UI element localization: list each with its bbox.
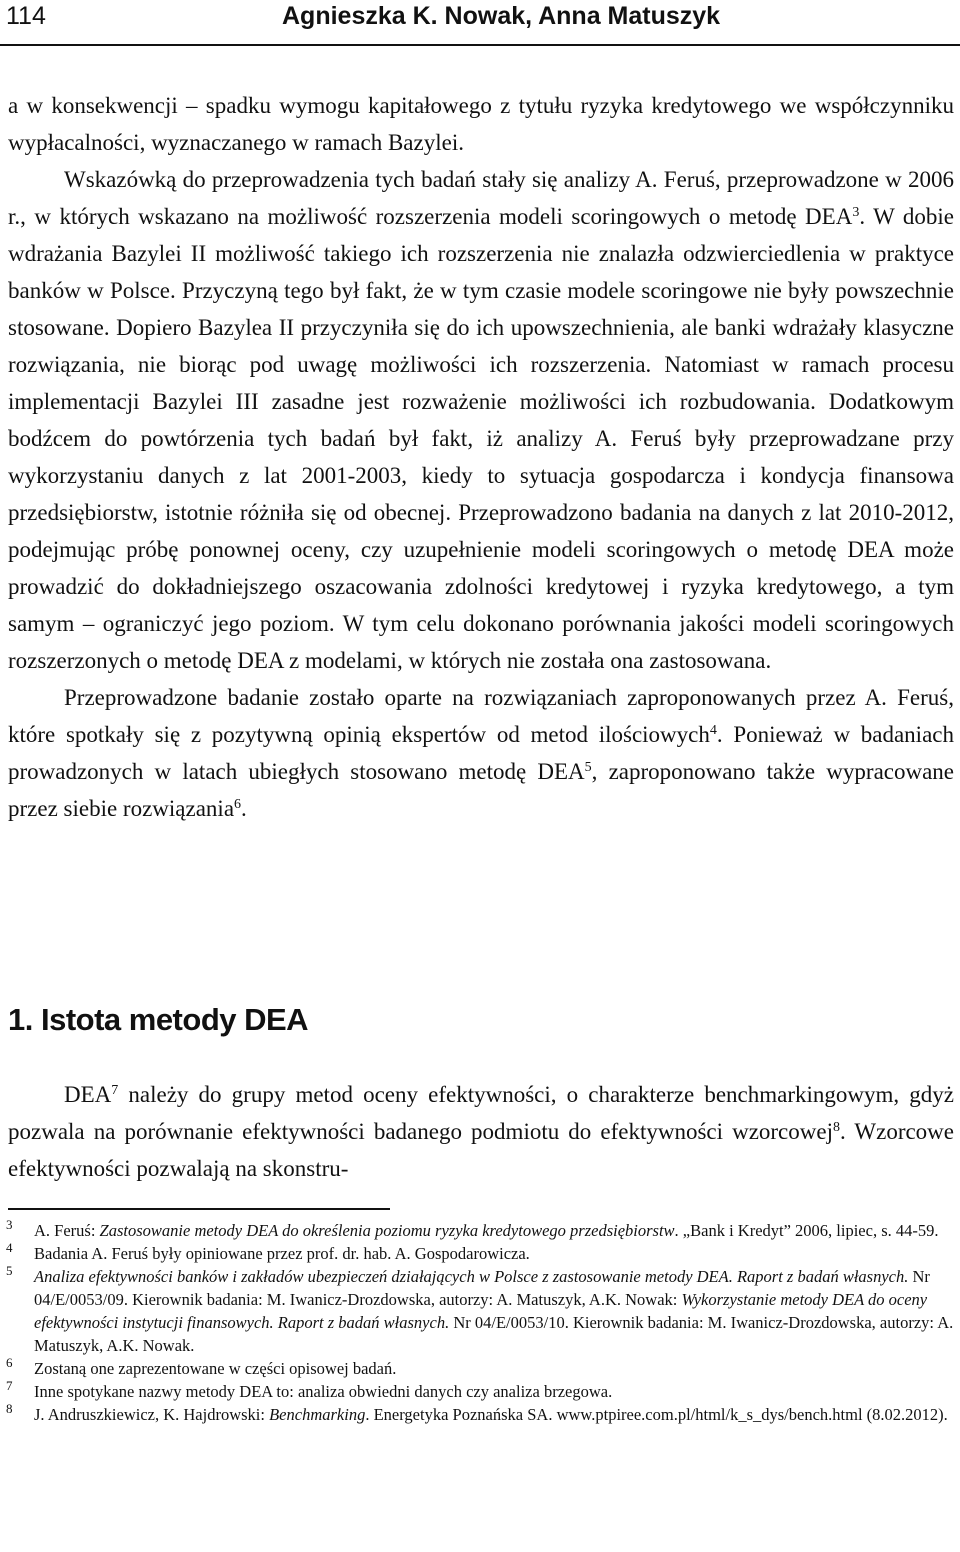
header-divider [0, 44, 960, 46]
footnote-8: 8 J. Andruszkiewicz, K. Hajdrowski: Benchmarking. Energetyka Poznańska SA. www.ptpiree.com.pl/html/k_s_dys/bench.html (8.02.2012). [0, 1403, 960, 1426]
footnote-divider [8, 1208, 390, 1210]
paragraph-dea-definition: DEA$^7$ należy do grupy metod oceny efektywności, o charakterze benchmarkingowym, gdyż pozwala na porównanie efektywności badanego podmiotu do efektywności wzorcowej$^8$. Wzorcowe efektywności pozwalają na skonstru- [8, 1082, 954, 1181]
footnote-ref-8[interactable]: 8 [832, 1120, 840, 1135]
page-header [0, 0, 960, 44]
footnote-number: 5 [6, 1263, 13, 1278]
paragraph-research-background: Wskazówką do przeprowadzenia tych badań stały się analizy A. Feruś, przeprowadzone w 2006 r., w których wskazano na możliwość rozszerzenia modeli scoringowych o metodę DEA$^3$. W dobie wdrażania Bazylei II możliwość takiego ich rozszerzenia nie znalazła odzwierciedlenia w praktyce banków w Polsce. Przyczyną tego był fakt, że w tym czasie modele scoringowe nie były powszechnie stosowane. Dopiero Bazylea II przyczyniła się do ich upowszechnienia, ale banki wdrażały klasyczne rozwiązania, nie biorąc pod uwagę możliwości ich rozszerzenia. Natomiast w ramach procesu implementacji Bazylei III zasadne jest rozważenie możliwości ich rozbudowania. Dodatkowym bodźcem do powtórzenia tych badań był fakt, iż analizy A. Feruś były przeprowadzane przy wykorzystaniu danych z lat 2001-2003, kiedy to sytuacja gospodarcza i kondycja finansowa przedsiębiorstw, istotnie różniła się od obecnej. Przeprowadzono badania na danych z lat 2010-2012, podejmując próbę ponownej oceny, czy uzupełnienie modeli scoringowych o metodę DEA może prowadzić do dokładniejszego oszacowania zdolności kredytowej i ryzyka kredytowego, a tym samym – ograniczyć jego poziom. W tym celu dokonano porównania jakości modeli scoringowych rozszerzonych o metodę DEA z modelami, w których nie została ona zastosowana. [8, 167, 954, 673]
footnote-ref-6[interactable]: 6 [234, 797, 242, 812]
footnote-5: 5 Analiza efektywności banków i zakładów ubezpieczeń działających w Polsce z zastosowanie metody DEA. Raport z badań własnych. Nr 04/E/0053/09. Kierownik badania: M. Iwanicz-Drozdowska, autorzy: A. Matuszyk, A.K. Nowak: Wykorzystanie metody DEA do oceny efektywności instytucji finansowych. Raport z badań własnych. Nr 04/E/0053/10. Kierownik badania: M. Iwanicz-Drozdowska, autorzy: A. Matuszyk, A.K. Nowak. [0, 1265, 960, 1357]
section-body [8, 1076, 954, 1187]
footnote-number: 4 [6, 1240, 13, 1255]
footnote-ref-3[interactable]: 3 [852, 205, 860, 220]
footnotes [0, 1219, 960, 1426]
body-text [8, 87, 954, 827]
footnote-ref-7[interactable]: 7 [111, 1083, 119, 1098]
footnote-4: 4 Badania A. Feruś były opiniowane przez prof. dr. hab. A. Gospodarowicza. [0, 1242, 960, 1265]
footnote-ref-5[interactable]: 5 [584, 760, 592, 775]
page-number: 114 [6, 2, 46, 30]
footnote-7: 7 Inne spotykane nazwy metody DEA to: analiza obwiedni danych czy analiza brzegowa. [0, 1380, 960, 1403]
running-title: Agnieszka K. Nowak, Anna Matuszyk [282, 2, 721, 30]
footnote-3: 3 A. Feruś: Zastosowanie metody DEA do określenia poziomu ryzyka kredytowego przedsiębiorstw. „Bank i Kredyt” 2006, lipiec, s. 44-59. [0, 1219, 960, 1242]
paragraph-continuation: a w konsekwencji – spadku wymogu kapitałowego z tytułu ryzyka kredytowego we współczynniku wypłacalności, wyznaczanego w ramach Bazylei. [8, 93, 954, 155]
section-heading: 1. Istota metody DEA [8, 1002, 309, 1037]
footnote-number: 7 [6, 1378, 13, 1393]
footnote-6: 6 Zostaną one zaprezentowane w części opisowej badań. [0, 1357, 960, 1380]
footnote-ref-4[interactable]: 4 [709, 723, 717, 738]
footnote-number: 3 [6, 1217, 13, 1232]
footnote-number: 8 [6, 1401, 13, 1416]
footnote-number: 6 [6, 1355, 13, 1370]
paragraph-study-basis: Przeprowadzone badanie zostało oparte na rozwiązaniach zaproponowanych przez A. Feruś, które spotkały się z pozytywną opinią ekspertów od metod ilościowych$^4$. Ponieważ w badaniach prowadzonych w latach ubiegłych stosowano metodę DEA$^5$, zaproponowano także wypracowane przez siebie rozwiązania$^6$. [8, 685, 955, 821]
